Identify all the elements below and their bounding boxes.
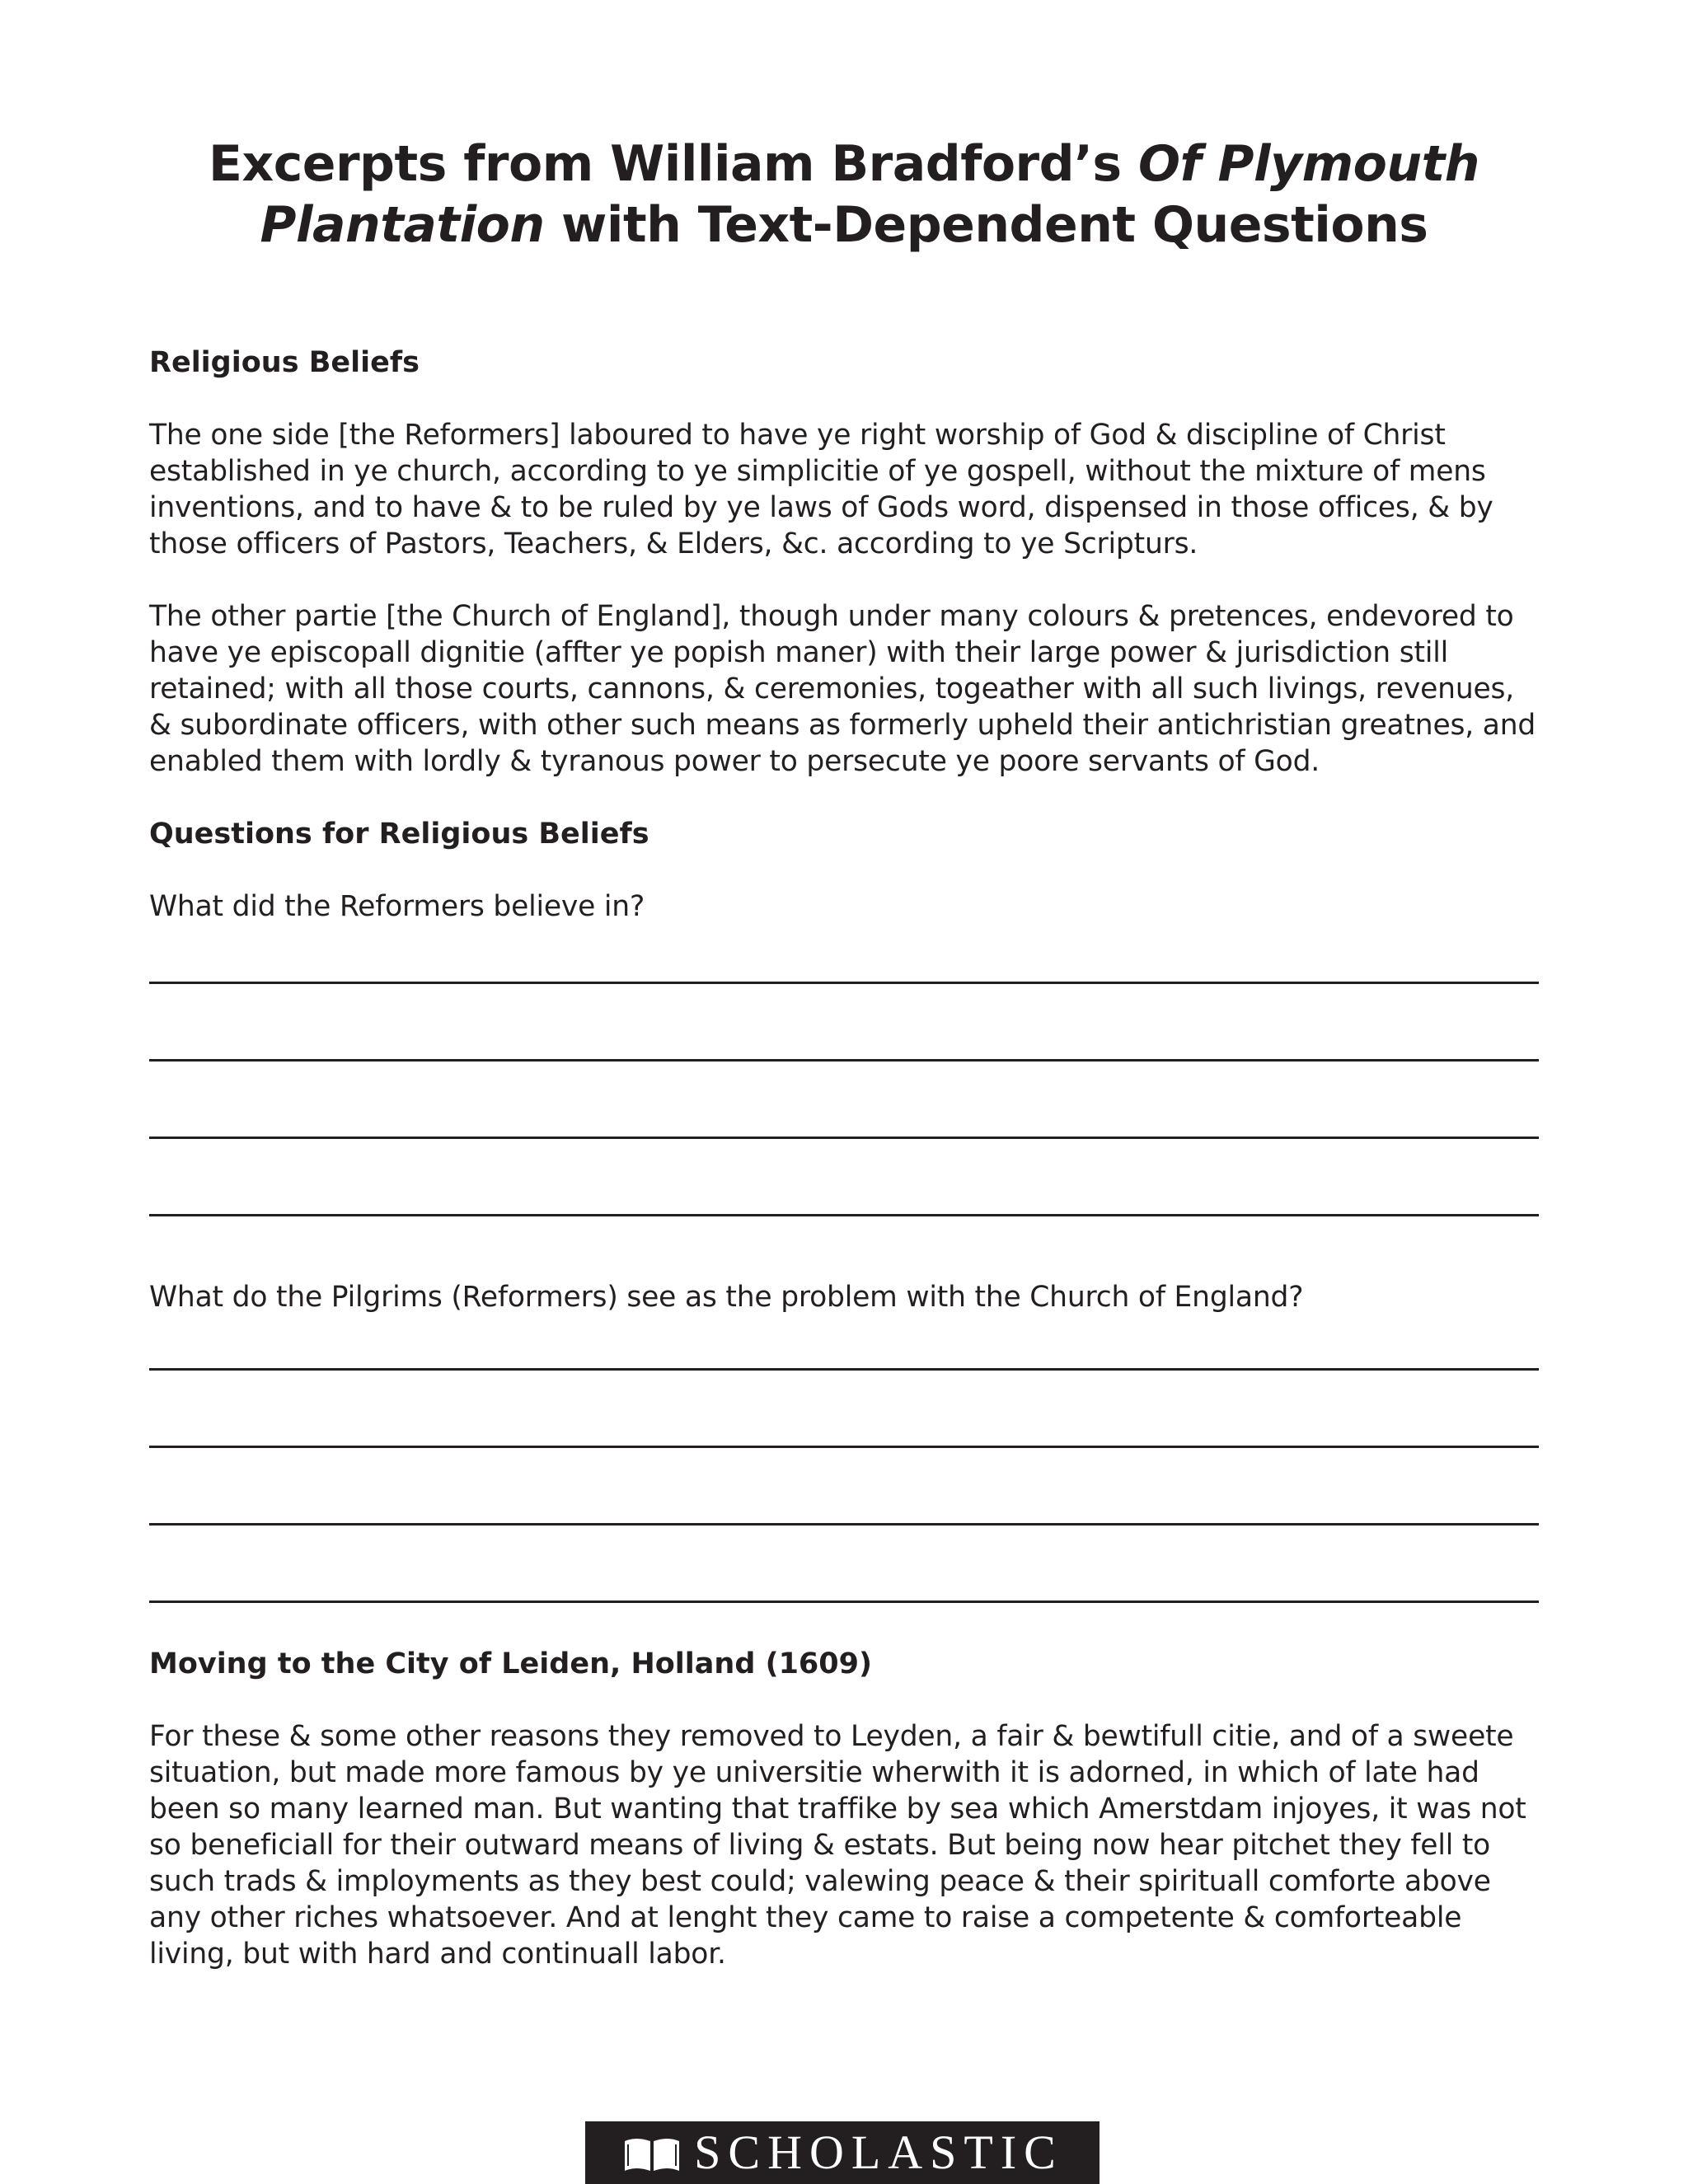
scholastic-logo bbox=[585, 2121, 1100, 2184]
question-2: What do the Pilgrims (Reformers) see as the problem with the Church of England? bbox=[149, 1281, 1304, 1314]
section-heading-questions: Questions for Religious Beliefs bbox=[149, 818, 649, 851]
section-heading-religious-beliefs: Religious Beliefs bbox=[149, 346, 420, 379]
logo-text: SCHOLASTIC bbox=[694, 2125, 1063, 2179]
answer-line[interactable] bbox=[149, 1601, 1539, 1603]
title-line1-italic: Of Plymouth bbox=[1137, 135, 1479, 193]
answer-lines-question-2 bbox=[149, 1368, 1542, 1603]
answer-line[interactable] bbox=[149, 1059, 1539, 1062]
open-book-icon bbox=[621, 2133, 682, 2172]
page-title bbox=[148, 134, 1540, 255]
answer-lines-question-1 bbox=[149, 982, 1542, 1216]
excerpt-church-of-england: The other partie [the Church of England], though under many colours & pretences, endevored to have ye episcopall dignitie (affter ye popish maner) with their large power & jurisdiction still retained; with all those courts, cannons, & ceremonies, togeather with all such livings, revenues, & subordinate officers, with other such means as formerly upheld their antichristian greatnes, and enabled them with lordly & tyranous power to persecute ye poore servants of God. bbox=[149, 600, 1536, 778]
excerpt-reformers: The one side [the Reformers] laboured to have ye right worship of God & discipline of Christ established in ye church, according to ye simplicitie of ye gospell, without the mixture of mens inventions, and to have & to be ruled by ye laws of Gods word, dispensed in those offices, & by those officers of Pastors, Teachers, & Elders, &c. according to ye Scripturs. bbox=[149, 419, 1493, 560]
section-heading-leiden: Moving to the City of Leiden, Holland (1609) bbox=[149, 1647, 872, 1680]
answer-line[interactable] bbox=[149, 1523, 1539, 1526]
answer-line[interactable] bbox=[149, 1137, 1539, 1139]
answer-line[interactable] bbox=[149, 1368, 1539, 1371]
title-line1-plain: Excerpts from William Bradford’s bbox=[209, 135, 1138, 193]
question-1: What did the Reformers believe in? bbox=[149, 890, 645, 923]
title-line2-plain: with Text-Dependent Questions bbox=[544, 196, 1428, 254]
answer-line[interactable] bbox=[149, 1446, 1539, 1448]
answer-line[interactable] bbox=[149, 982, 1539, 984]
answer-line[interactable] bbox=[149, 1214, 1539, 1216]
excerpt-leiden: For these & some other reasons they removed to Leyden, a fair & bewtifull citie, and of a sweete situation, but made more famous by ye universitie wherwith it is adorned, in which of late had been so many learned man. But wanting that traffike by sea which Amerstdam injoyes, it was not so beneficiall for their outward means of living & estats. But being now hear pitchet they fell to such trads & imployments as they best could; valewing peace & their spirituall comforte above any other riches whatsoever. And at lenght they came to raise a competente & comforteable living, but with hard and continuall labor. bbox=[149, 1720, 1526, 1971]
worksheet-content bbox=[149, 344, 1542, 1972]
title-line2-italic: Plantation bbox=[260, 196, 545, 254]
